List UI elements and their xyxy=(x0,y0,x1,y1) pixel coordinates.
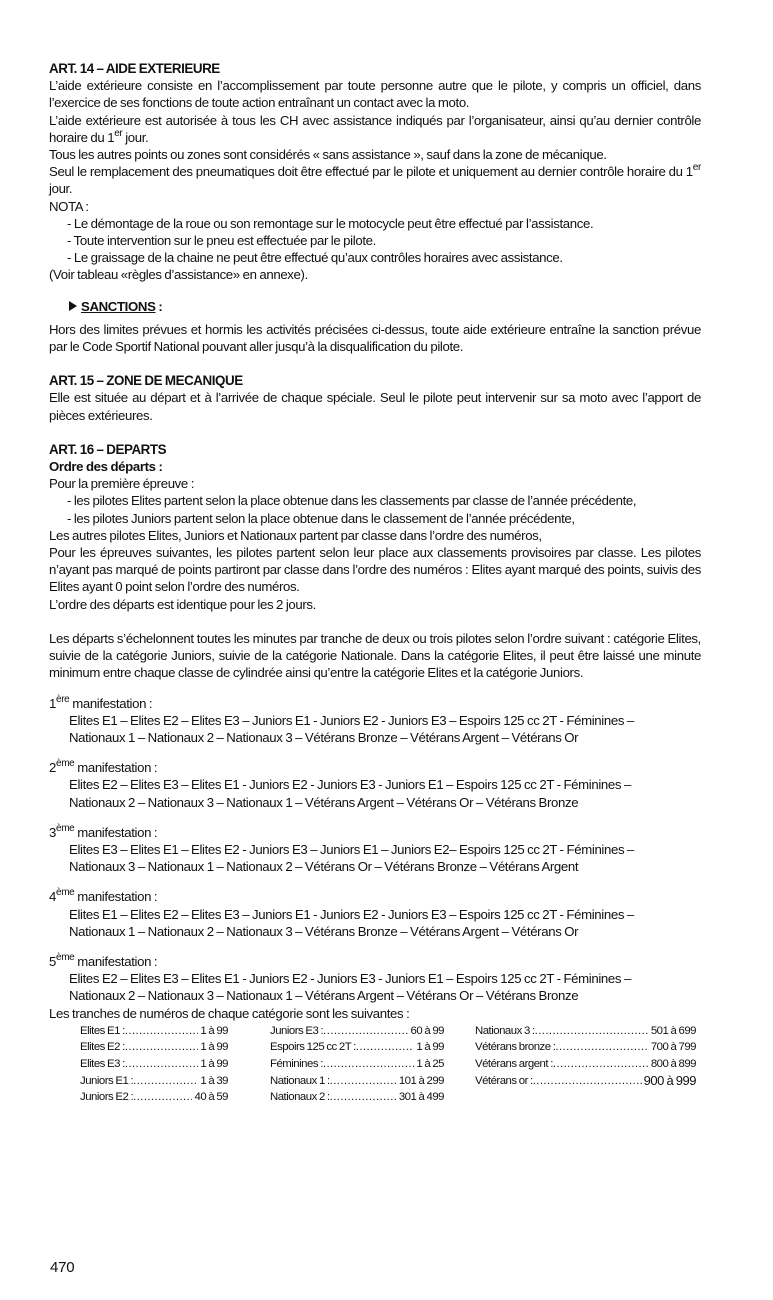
leader-dots xyxy=(330,1073,397,1090)
superscript: ème xyxy=(55,887,75,899)
leader-dots xyxy=(125,1023,199,1040)
leader-dots xyxy=(535,1023,649,1040)
others-text: Les autres pilotes Elites, Juniors et Nationaux partent par classe dans l’ordre des numéros, xyxy=(49,527,542,543)
art14-paragraph-4 xyxy=(49,163,701,197)
range-row xyxy=(270,1023,444,1040)
number-ranges-table xyxy=(49,1023,701,1106)
leader-dots xyxy=(125,1039,199,1056)
range-label: Féminines : xyxy=(270,1057,323,1070)
art14-paragraph-2 xyxy=(49,112,701,146)
see-table-note: (Voir tableau «règles d’assistance» en annexe). xyxy=(49,267,308,283)
document-page xyxy=(49,60,701,1106)
leader-dots xyxy=(133,1073,198,1090)
range-label: Elites E2 : xyxy=(80,1041,125,1054)
article-16-subtitle: Ordre des départs : xyxy=(49,459,163,475)
manifestation-order-line: Elites E3 – Elites E1 – Elites E2 - Juniors E3 – Juniors E1 – Juniors E2– Espoirs 125 cc 2T - Féminines – xyxy=(69,841,635,857)
range-row xyxy=(270,1039,444,1056)
text: L’aide extérieure est autorisée à tous les CH avec assistance indiqués par l’organisateur, ainsi qu’au dernier contrôle horaire du 1 xyxy=(49,112,701,145)
range-value: 800 à 899 xyxy=(649,1056,696,1073)
article-15-title: ART. 15 – ZONE DE MECANIQUE xyxy=(49,373,243,389)
range-value: 1 à 39 xyxy=(198,1073,228,1090)
range-row xyxy=(475,1023,696,1040)
range-row xyxy=(270,1089,444,1106)
manifestation-order-line: Elites E2 – Elites E3 – Elites E1 - Juniors E2 - Juniors E3 - Juniors E1 – Espoirs 125 cc 2T - Féminines – xyxy=(69,971,631,987)
range-label: Nationaux 3 : xyxy=(475,1024,535,1037)
range-label: Nationaux 1 : xyxy=(270,1074,330,1087)
superscript: er xyxy=(692,162,701,174)
range-row xyxy=(80,1023,228,1040)
range-row xyxy=(80,1073,228,1090)
range-row xyxy=(80,1089,228,1106)
leader-dots xyxy=(323,1056,414,1073)
range-value: 101 à 299 xyxy=(397,1073,444,1090)
same-order-text: L’ordre des départs est identique pour les 2 jours. xyxy=(49,596,316,612)
range-label: Vétérans argent : xyxy=(475,1057,553,1070)
superscript: ème xyxy=(55,951,75,963)
range-label: Elites E3 : xyxy=(80,1057,125,1070)
staggered-start-text: Les départs s’échelonnent toutes les minutes par tranche de deux ou trois pilotes selon l’ordre suivant : catégorie Elites, suivie de la catégorie Juniors, suivie de la catégorie Nationale. Dans la catégorie Elites, il peut être laissé une minute minimum entre chaque classe de cylindrée ainsi qu’entre la catégorie Elites et la catégorie Juniors. xyxy=(49,630,701,681)
article-16-title: ART. 16 – DEPARTS xyxy=(49,441,167,457)
manifestation-block xyxy=(49,759,701,811)
range-row xyxy=(475,1039,696,1056)
range-value: 1 à 99 xyxy=(198,1023,228,1040)
manifestation-title xyxy=(49,759,701,776)
superscript: ère xyxy=(55,693,70,705)
label: manifestation : xyxy=(69,695,153,711)
manifestation-order-line: Nationaux 3 – Nationaux 1 – Nationaux 2 – Vétérans Or – Vétérans Bronze – Vétérans Argent xyxy=(69,859,579,875)
manifestation-block xyxy=(49,888,701,940)
manifestation-order-line: Elites E1 – Elites E2 – Elites E3 – Juniors E1 - Juniors E2 - Juniors E3 – Espoirs 125 cc 2T - Féminines – xyxy=(69,906,634,922)
leader-dots xyxy=(323,1023,408,1040)
ranges-column-2 xyxy=(270,1023,444,1106)
sanctions-text: Hors des limites prévues et hormis les activités précisées ci-dessus, toute aide extérieure entraîne la sanction prévue par le Code Sportif National pouvant aller jusqu’à la disqualification du pilote. xyxy=(49,321,701,355)
nota-item: - Le démontage de la roue ou son remontage sur le motocycle peut être effectué par l’assistance. xyxy=(67,215,594,231)
leader-dots xyxy=(553,1056,649,1073)
manifestation-block xyxy=(49,824,701,876)
label: manifestation : xyxy=(74,953,158,969)
range-value: 40 à 59 xyxy=(192,1089,228,1106)
manifestation-block xyxy=(49,695,701,747)
number: 2 xyxy=(49,760,56,776)
range-value: 900 à 999 xyxy=(643,1072,696,1088)
number: 4 xyxy=(49,889,56,905)
article-14-title: ART. 14 – AIDE EXTERIEURE xyxy=(49,61,220,76)
range-value: 501 à 699 xyxy=(649,1023,696,1040)
number: 3 xyxy=(49,824,56,840)
article-16 xyxy=(49,441,701,1106)
range-label: Espoirs 125 cc 2T : xyxy=(270,1041,356,1054)
range-row xyxy=(80,1039,228,1056)
label: manifestation : xyxy=(74,889,158,905)
range-value: 700 à 799 xyxy=(649,1039,696,1056)
range-value: 1 à 25 xyxy=(414,1056,444,1073)
first-event-item: - les pilotes Elites partent selon la place obtenue dans les classements par classe de l’année précédente, xyxy=(67,493,637,509)
manifestation-order-line: Nationaux 2 – Nationaux 3 – Nationaux 1 – Vétérans Argent – Vétérans Or – Vétérans Bronze xyxy=(69,794,579,810)
manifestation-title xyxy=(49,953,701,970)
text: jour. xyxy=(49,181,73,197)
manifestation-block xyxy=(49,953,701,1005)
manifestation-order-line: Nationaux 1 – Nationaux 2 – Nationaux 3 – Vétérans Bronze – Vétérans Argent – Vétérans Or xyxy=(69,729,579,745)
following-events-text: Pour les épreuves suivantes, les pilotes partent selon leur place aux classements provisoires par classe. Les pilotes n’ayant pas marqué de points partiront par classe dans l’ordre des numéros : Elites ayant marqué des points, suivis des Elites ayant 0 point selon l’ordre des numéros. xyxy=(49,545,701,595)
art14-paragraph-1: L’aide extérieure consiste en l’accomplissement par toute personne autre que le pilote, y compris un officiel, dans l’exercice de ses fonctions de toute action entraînant un contact avec la moto. xyxy=(49,78,701,111)
label: manifestation : xyxy=(74,824,158,840)
superscript: ème xyxy=(55,822,75,834)
range-row xyxy=(475,1056,696,1073)
leader-dots xyxy=(133,1089,192,1106)
range-row xyxy=(270,1073,444,1090)
sanctions-heading xyxy=(49,298,701,315)
nota-item: - Le graissage de la chaine ne peut être effectué qu’aux contrôles horaires avec assistance. xyxy=(67,250,563,266)
range-value: 301 à 499 xyxy=(397,1089,444,1106)
range-value: 1 à 99 xyxy=(414,1039,444,1056)
range-row xyxy=(475,1073,696,1090)
range-value: 1 à 99 xyxy=(198,1056,228,1073)
superscript: ème xyxy=(55,758,75,770)
first-event-label: Pour la première épreuve : xyxy=(49,476,195,492)
article-15 xyxy=(49,372,701,424)
range-label: Juniors E2 : xyxy=(80,1091,134,1104)
sanctions-label: SANCTIONS xyxy=(81,298,156,314)
art15-text: Elle est située au départ et à l’arrivée de chaque spéciale. Seul le pilote peut intervenir sur sa moto avec l’apport de pièces extérieures. xyxy=(49,390,701,423)
text: Seul le remplacement des pneumatiques doit être effectué par le pilote et uniquement au dernier contrôle horaire du 1 xyxy=(49,164,693,180)
number: 1 xyxy=(49,695,56,711)
colon: : xyxy=(155,298,163,314)
range-value: 60 à 99 xyxy=(408,1023,444,1040)
manifestation-order-line: Nationaux 1 – Nationaux 2 – Nationaux 3 – Vétérans Bronze – Vétérans Argent – Vétérans Or xyxy=(69,923,579,939)
article-14 xyxy=(49,60,701,355)
ranges-column-1 xyxy=(80,1023,228,1106)
manifestation-order-line: Elites E2 – Elites E3 – Elites E1 - Juniors E2 - Juniors E3 - Juniors E1 – Espoirs 125 cc 2T - Féminines – xyxy=(69,777,631,793)
range-label: Vétérans or : xyxy=(475,1074,533,1087)
nota-item: - Toute intervention sur le pneu est effectuée par le pilote. xyxy=(67,233,376,249)
range-label: Juniors E1 : xyxy=(80,1074,134,1087)
manifestation-title xyxy=(49,888,701,905)
number: 5 xyxy=(49,953,56,969)
label: manifestation : xyxy=(74,760,158,776)
leader-dots xyxy=(533,1073,642,1090)
leader-dots xyxy=(330,1089,397,1106)
number-ranges-title: Les tranches de numéros de chaque catégorie sont les suivantes : xyxy=(49,1005,410,1021)
manifestation-order-line: Nationaux 2 – Nationaux 3 – Nationaux 1 – Vétérans Argent – Vétérans Or – Vétérans Bronze xyxy=(69,988,579,1004)
leader-dots xyxy=(125,1056,199,1073)
nota-label: NOTA : xyxy=(49,198,89,214)
range-value: 1 à 99 xyxy=(198,1039,228,1056)
range-row xyxy=(270,1056,444,1073)
superscript: er xyxy=(114,127,123,139)
first-event-item: - les pilotes Juniors partent selon la place obtenue dans le classement de l’année précédente, xyxy=(67,510,575,526)
manifestation-order-line: Elites E1 – Elites E2 – Elites E3 – Juniors E1 - Juniors E2 - Juniors E3 – Espoirs 125 cc 2T - Féminines – xyxy=(69,712,634,728)
triangle-bullet-icon xyxy=(69,301,77,311)
range-row xyxy=(80,1056,228,1073)
ranges-column-3 xyxy=(475,1023,696,1106)
range-label: Vétérans bronze : xyxy=(475,1041,556,1054)
range-label: Elites E1 : xyxy=(80,1024,125,1037)
text: jour. xyxy=(122,129,149,145)
leader-dots xyxy=(555,1039,648,1056)
art14-paragraph-3: Tous les autres points ou zones sont considérés « sans assistance », sauf dans la zone de mécanique. xyxy=(49,147,607,163)
range-label: Nationaux 2 : xyxy=(270,1091,330,1104)
manifestation-title xyxy=(49,824,701,841)
leader-dots xyxy=(356,1039,415,1056)
page-number: 470 xyxy=(50,1259,75,1276)
manifestation-title xyxy=(49,695,701,712)
range-label: Juniors E3 : xyxy=(270,1024,324,1037)
